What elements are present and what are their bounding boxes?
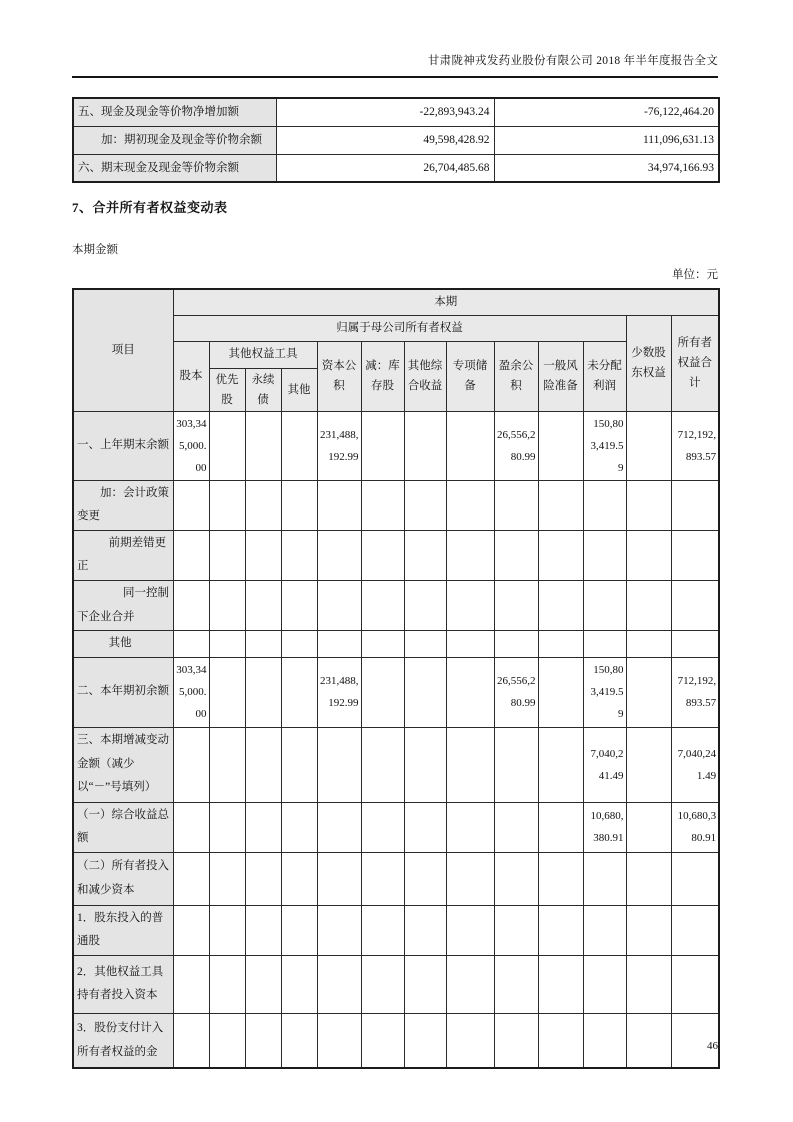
table-row bbox=[73, 154, 719, 182]
table-row bbox=[73, 530, 719, 580]
cell-value: 49,598,428.92 bbox=[276, 126, 494, 154]
cell-value bbox=[281, 727, 317, 802]
cell-value bbox=[281, 631, 317, 658]
cell-value bbox=[626, 905, 671, 955]
cell-value bbox=[583, 530, 626, 580]
cell-value bbox=[173, 530, 209, 580]
table-row bbox=[73, 581, 719, 631]
table-row bbox=[73, 955, 719, 1013]
row-label: 六、期末现金及现金等价物余额 bbox=[73, 154, 276, 182]
row-label: 3．股份支付计入所有者权益的金 bbox=[73, 1013, 173, 1068]
cell-value bbox=[538, 581, 583, 631]
col-header-special-reserve: 专项储备 bbox=[446, 341, 494, 411]
page-number: 46 bbox=[707, 1040, 718, 1052]
cell-value bbox=[361, 480, 404, 530]
cell-value bbox=[281, 905, 317, 955]
col-header-capital-reserve: 资本公积 bbox=[317, 341, 361, 411]
col-header-minority-interest: 少数股东权益 bbox=[626, 315, 671, 411]
cell-value bbox=[446, 411, 494, 480]
cell-value bbox=[583, 955, 626, 1013]
cell-value: 7,040,241.49 bbox=[583, 727, 626, 802]
cell-value bbox=[538, 411, 583, 480]
cell-value bbox=[317, 530, 361, 580]
cell-value bbox=[538, 727, 583, 802]
cell-value bbox=[317, 581, 361, 631]
cell-value bbox=[317, 852, 361, 905]
cell-value bbox=[281, 530, 317, 580]
page-header-title: 甘肃陇神戎发药业股份有限公司 2018 年半年度报告全文 bbox=[427, 55, 718, 67]
cell-value bbox=[404, 905, 446, 955]
cell-value bbox=[317, 802, 361, 852]
cell-value bbox=[626, 581, 671, 631]
cell-value bbox=[494, 631, 538, 658]
cell-value bbox=[404, 530, 446, 580]
unit-label: 单位：元 bbox=[672, 269, 718, 281]
cell-value bbox=[583, 631, 626, 658]
cell-value bbox=[281, 411, 317, 480]
cell-value bbox=[209, 411, 245, 480]
row-label: 1．股东投入的普通股 bbox=[73, 905, 173, 955]
col-header-general-risk-reserve: 一般风险准备 bbox=[538, 341, 583, 411]
row-label: 一、上年期末余额 bbox=[73, 411, 173, 480]
cell-value bbox=[317, 727, 361, 802]
section-heading: 7、合并所有者权益变动表 bbox=[72, 200, 228, 215]
cell-value bbox=[671, 530, 719, 580]
cell-value bbox=[671, 852, 719, 905]
cell-value bbox=[317, 480, 361, 530]
row-label: 2．其他权益工具持有者投入资本 bbox=[73, 955, 173, 1013]
cell-value bbox=[245, 480, 281, 530]
cell-value bbox=[538, 657, 583, 727]
col-header-preferred-stock: 优先股 bbox=[209, 368, 245, 411]
cell-value: -76,122,464.20 bbox=[494, 98, 719, 126]
cell-value bbox=[626, 657, 671, 727]
cell-value bbox=[173, 631, 209, 658]
col-header-perpetual-bond: 永续债 bbox=[245, 368, 281, 411]
cell-value bbox=[446, 955, 494, 1013]
col-header-other-instrument: 其他 bbox=[281, 368, 317, 411]
col-header-total-equity: 所有者权益合计 bbox=[671, 315, 719, 411]
cell-value: 111,096,631.13 bbox=[494, 126, 719, 154]
cell-value: 26,556,280.99 bbox=[494, 411, 538, 480]
cell-value bbox=[446, 581, 494, 631]
cell-value bbox=[494, 530, 538, 580]
cell-value bbox=[361, 852, 404, 905]
cell-value bbox=[626, 852, 671, 905]
cell-value bbox=[281, 802, 317, 852]
cell-value bbox=[404, 727, 446, 802]
cell-value: 7,040,241.49 bbox=[671, 727, 719, 802]
cell-value bbox=[245, 955, 281, 1013]
cell-value bbox=[404, 411, 446, 480]
cell-value bbox=[361, 802, 404, 852]
col-header-less-treasury-stock: 减：库存股 bbox=[361, 341, 404, 411]
cell-value bbox=[626, 955, 671, 1013]
table-row bbox=[73, 657, 719, 727]
header-rule bbox=[72, 76, 718, 78]
cell-value bbox=[245, 727, 281, 802]
cell-value bbox=[245, 411, 281, 480]
cell-value: 26,704,485.68 bbox=[276, 154, 494, 182]
row-label: 同一控制下企业合并 bbox=[73, 581, 173, 631]
col-header-period: 本期 bbox=[173, 289, 719, 315]
col-header-undistributed-profit: 未分配利润 bbox=[583, 341, 626, 411]
cell-value: 712,192,893.57 bbox=[671, 411, 719, 480]
cell-value bbox=[404, 852, 446, 905]
cell-value bbox=[538, 852, 583, 905]
cell-value bbox=[245, 905, 281, 955]
table-row bbox=[73, 411, 719, 480]
cell-value bbox=[173, 480, 209, 530]
cell-value bbox=[671, 631, 719, 658]
table-row bbox=[73, 802, 719, 852]
cell-value bbox=[404, 657, 446, 727]
cell-value bbox=[583, 905, 626, 955]
cell-value bbox=[209, 905, 245, 955]
cell-value: 10,680,380.91 bbox=[671, 802, 719, 852]
cell-value bbox=[361, 530, 404, 580]
col-header-item: 项目 bbox=[73, 289, 173, 411]
cell-value bbox=[173, 727, 209, 802]
table-row bbox=[73, 126, 719, 154]
cell-value bbox=[281, 581, 317, 631]
cell-value bbox=[361, 955, 404, 1013]
cell-value bbox=[446, 852, 494, 905]
cell-value bbox=[281, 955, 317, 1013]
cell-value bbox=[538, 530, 583, 580]
cell-value bbox=[209, 727, 245, 802]
cell-value bbox=[281, 480, 317, 530]
cell-value bbox=[281, 852, 317, 905]
cell-value: 150,803,419.59 bbox=[583, 657, 626, 727]
cell-value bbox=[446, 905, 494, 955]
cell-value bbox=[281, 657, 317, 727]
row-label: 五、现金及现金等价物净增加额 bbox=[73, 98, 276, 126]
cell-value: 303,345,000.00 bbox=[173, 411, 209, 480]
cell-value bbox=[361, 727, 404, 802]
cell-value bbox=[245, 802, 281, 852]
cell-value bbox=[404, 480, 446, 530]
cell-value bbox=[317, 905, 361, 955]
cell-value bbox=[626, 480, 671, 530]
table-row bbox=[73, 905, 719, 955]
cell-value bbox=[317, 955, 361, 1013]
cell-value bbox=[494, 480, 538, 530]
cell-value bbox=[245, 581, 281, 631]
cell-value bbox=[494, 802, 538, 852]
col-header-share-capital: 股本 bbox=[173, 341, 209, 411]
cell-value bbox=[361, 581, 404, 631]
cell-value bbox=[671, 480, 719, 530]
cell-value bbox=[173, 905, 209, 955]
cell-value bbox=[538, 480, 583, 530]
cell-value bbox=[361, 905, 404, 955]
cell-value bbox=[494, 581, 538, 631]
cell-value: 26,556,280.99 bbox=[494, 657, 538, 727]
row-label: 加：期初现金及现金等价物余额 bbox=[73, 126, 276, 154]
cell-value: 231,488,192.99 bbox=[317, 657, 361, 727]
cell-value bbox=[404, 955, 446, 1013]
equity-change-table bbox=[72, 288, 720, 1069]
cell-value bbox=[173, 852, 209, 905]
cell-value bbox=[538, 802, 583, 852]
row-label: （二）所有者投入和减少资本 bbox=[73, 852, 173, 905]
cell-value: 150,803,419.59 bbox=[583, 411, 626, 480]
cell-value bbox=[494, 905, 538, 955]
cell-value bbox=[209, 955, 245, 1013]
cell-value bbox=[446, 657, 494, 727]
cell-value: 231,488,192.99 bbox=[317, 411, 361, 480]
cell-value bbox=[583, 480, 626, 530]
cell-value bbox=[361, 411, 404, 480]
row-label: （一）综合收益总额 bbox=[73, 802, 173, 852]
cell-value bbox=[446, 480, 494, 530]
row-label: 二、本年期初余额 bbox=[73, 657, 173, 727]
table-row bbox=[73, 727, 719, 802]
cell-value bbox=[494, 727, 538, 802]
cell-value bbox=[245, 631, 281, 658]
cell-value: 34,974,166.93 bbox=[494, 154, 719, 182]
cell-value bbox=[245, 657, 281, 727]
cell-value bbox=[173, 802, 209, 852]
table-row bbox=[73, 631, 719, 658]
cell-value bbox=[361, 631, 404, 658]
cell-value bbox=[626, 802, 671, 852]
cell-value bbox=[209, 852, 245, 905]
cell-value bbox=[538, 955, 583, 1013]
cash-equivalents-table bbox=[72, 97, 720, 183]
table-row bbox=[73, 98, 719, 126]
cell-value bbox=[209, 657, 245, 727]
cell-value bbox=[583, 581, 626, 631]
row-label: 前期差错更正 bbox=[73, 530, 173, 580]
cell-value bbox=[209, 631, 245, 658]
col-header-other-comprehensive-income: 其他综合收益 bbox=[404, 341, 446, 411]
cell-value bbox=[671, 581, 719, 631]
table-row bbox=[73, 480, 719, 530]
cell-value bbox=[626, 631, 671, 658]
cell-value bbox=[317, 631, 361, 658]
cell-value bbox=[404, 581, 446, 631]
period-amount-label: 本期金额 bbox=[72, 244, 118, 256]
cell-value bbox=[209, 802, 245, 852]
cell-value bbox=[538, 631, 583, 658]
cell-value bbox=[626, 727, 671, 802]
row-label: 三、本期增减变动金额（减少以“－”号填列） bbox=[73, 727, 173, 802]
row-label: 加：会计政策变更 bbox=[73, 480, 173, 530]
cell-value bbox=[209, 530, 245, 580]
cell-value bbox=[626, 530, 671, 580]
cell-value bbox=[494, 852, 538, 905]
cell-value bbox=[173, 955, 209, 1013]
cell-value bbox=[446, 727, 494, 802]
cell-value bbox=[446, 530, 494, 580]
cell-value: 303,345,000.00 bbox=[173, 657, 209, 727]
cell-value bbox=[583, 852, 626, 905]
col-header-other-equity-instruments: 其他权益工具 bbox=[209, 341, 317, 368]
row-label: 其他 bbox=[73, 631, 173, 658]
cell-value: 10,680,380.91 bbox=[583, 802, 626, 852]
col-header-parent-equity: 归属于母公司所有者权益 bbox=[173, 315, 626, 341]
cell-value bbox=[446, 631, 494, 658]
cell-value bbox=[209, 480, 245, 530]
cell-value bbox=[209, 581, 245, 631]
cell-value bbox=[671, 955, 719, 1013]
cell-value bbox=[361, 657, 404, 727]
cell-value: 712,192,893.57 bbox=[671, 657, 719, 727]
col-header-surplus-reserve: 盈余公积 bbox=[494, 341, 538, 411]
cell-value: -22,893,943.24 bbox=[276, 98, 494, 126]
cell-value bbox=[538, 905, 583, 955]
cell-value bbox=[173, 581, 209, 631]
cell-value bbox=[494, 955, 538, 1013]
table-row bbox=[73, 852, 719, 905]
cell-value bbox=[245, 852, 281, 905]
cell-value bbox=[245, 530, 281, 580]
cell-value bbox=[404, 802, 446, 852]
cell-value bbox=[446, 802, 494, 852]
cell-value bbox=[671, 905, 719, 955]
cell-value bbox=[404, 631, 446, 658]
cell-value bbox=[626, 411, 671, 480]
